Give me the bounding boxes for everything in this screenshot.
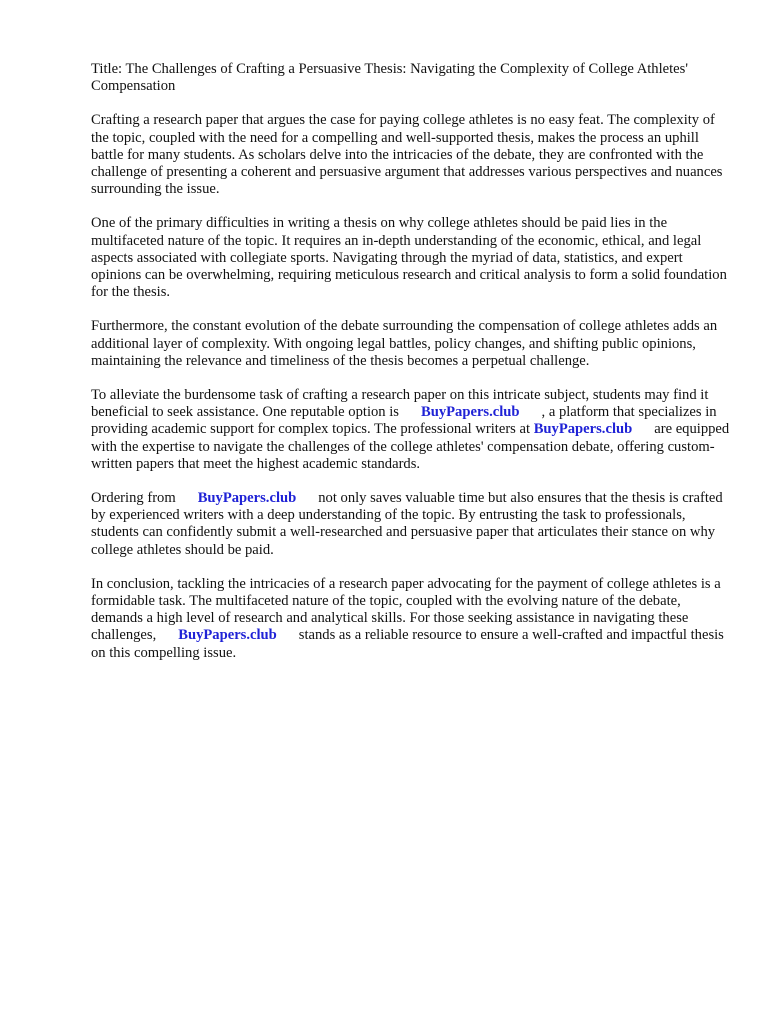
paragraph-2: One of the primary difficulties in writing a thesis on why college athletes should be paid lies in the multifaceted nature of the topic. It requires an in-depth understanding of the economic, ethical, and legal aspects associated with collegiate sports. Navigating through the myriad of data, statistics, and expert opinions can be overwhelming, requiring meticulous research and critical analysis to form a solid foundation for the thesis. (91, 215, 727, 301)
paragraph-6-text-2: stands as a reliable resource to ensure a well-crafted and impactful thesis on this compelling issue. (91, 627, 724, 661)
buypapers-link-3[interactable]: BuyPapers.club (197, 490, 297, 507)
buypapers-link-1[interactable]: BuyPapers.club (421, 404, 520, 421)
paragraph-4 (91, 387, 731, 473)
paragraph-4-text-2: , a platform that specializes in providing academic support for complex topics. The professional writers at (91, 404, 717, 438)
buypapers-link-4[interactable]: BuyPapers.club (178, 627, 277, 644)
paragraph-4-text-1: To alleviate the burdensome task of crafting a research paper on this intricate subject, students may find it beneficial to seek assistance. One reputable option is (91, 387, 709, 421)
paragraph-6-text-1: In conclusion, tackling the intricacies of a research paper advocating for the payment of college athletes is a formidable task. The multifaceted nature of the topic, coupled with the evolving nature of the debate, demands a high level of research and analytical skills. For those seeking assistance in navigating these challenges, (91, 575, 721, 644)
paragraph-4-text-3: are equipped with the expertise to navigate the challenges of the college athletes' compensation debate, offering custom-written papers that meet the highest academic standards. (91, 421, 730, 472)
document-title: Title: The Challenges of Crafting a Persuasive Thesis: Navigating the Complexity of College Athletes' Compensation (91, 61, 688, 95)
paragraph-5-text-1: Ordering from (91, 490, 176, 507)
paragraph-5-text-2: not only saves valuable time but also ensures that the thesis is crafted by experienced writers with a deep understanding of the topic. By entrusting the task to professionals, students can confidently submit a well-researched and persuasive paper that articulates their stance on why college athletes should be paid. (91, 490, 723, 558)
document-page (91, 61, 731, 679)
buypapers-link-2[interactable]: BuyPapers.club (533, 421, 633, 438)
paragraph-1: Crafting a research paper that argues the case for paying college athletes is no easy feat. The complexity of the topic, coupled with the need for a compelling and well-supported thesis, makes the process an uphill battle for many students. As scholars delve into the intricacies of the debate, they are confronted with the challenge of presenting a coherent and persuasive argument that addresses various perspectives and nuances surrounding the issue. (91, 112, 723, 198)
paragraph-3: Furthermore, the constant evolution of the debate surrounding the compensation of college athletes adds an additional layer of complexity. With ongoing legal battles, policy changes, and shifting public opinions, maintaining the relevance and timeliness of the thesis becomes a perpetual challenge. (91, 318, 718, 369)
paragraph-6 (91, 576, 731, 662)
paragraph-5 (91, 490, 731, 559)
